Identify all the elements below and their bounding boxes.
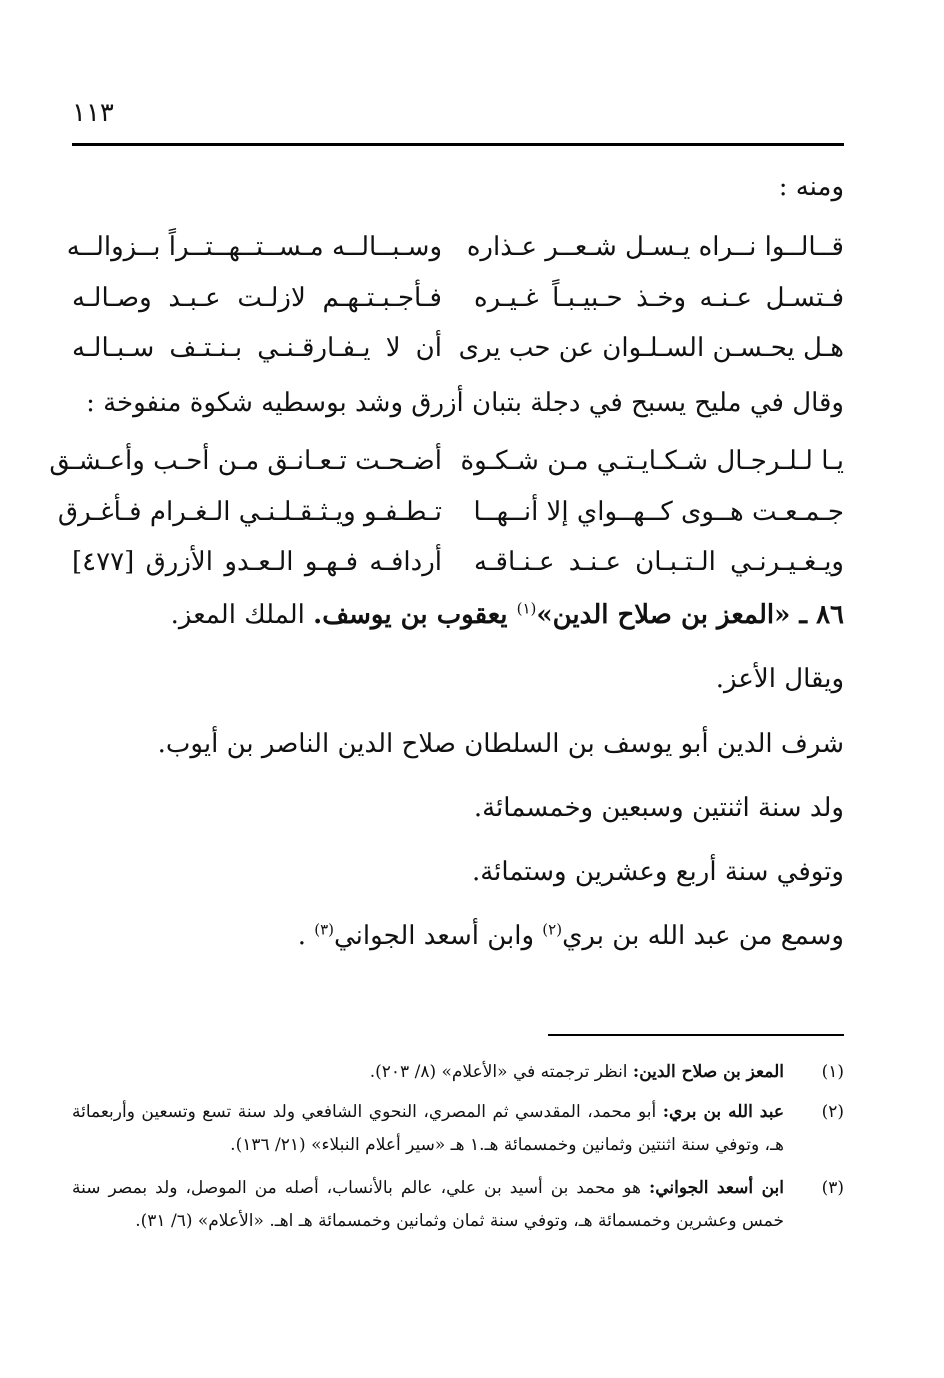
- footnote-ref: (٣): [314, 920, 334, 939]
- verse-line: [49, 446, 844, 476]
- footnote-ref: (٢): [542, 920, 563, 939]
- verse-second-hemistich: أن لا يـفـارقـنـي بـنـتـف سـبـالـه: [72, 333, 442, 363]
- verse-first-hemistich: فـتسـل عـنـه وخـذ حـبيـبـاً غـيـره: [474, 283, 844, 313]
- prose-line: ويقال الأعز.: [715, 664, 844, 694]
- verse-first-hemistich: جـمـعـت هــوى كــهــواي إلا أنــهــا: [473, 497, 844, 527]
- verse-first-hemistich: يـا لـلـرجـال شـكـايـتـي مـن شـكـوة: [460, 446, 844, 476]
- verse-second-hemistich: فـأجـبـتـهـم لازلـت عـبـد وصـالـه: [72, 283, 442, 313]
- footnote-text: أبو محمد، المقدسي ثم المصري، النحوي الشافعي ولد سنة تسع وتسعين وأربعمائة هـ، وتوفي سنة اثنتين وثمانين وخمسمائة هـ.١ هـ «سير أعلام النبلاء» (٢١/ ١٣٦).: [72, 1102, 784, 1155]
- text-fragment: وابن أسعد الجواني: [334, 921, 543, 951]
- verse-line: [57, 497, 844, 527]
- verse-first-hemistich: قــالــوا نــراه يـسـل شـعــر عـذاره: [466, 232, 844, 262]
- header-rule: [72, 143, 844, 146]
- text-fragment: وسمع من عبد الله بن بري: [562, 921, 844, 951]
- verse-first-hemistich: هـل يحـسـن السـلـوان عن حب يرى: [458, 333, 844, 363]
- footnote-number: (١): [821, 1062, 844, 1082]
- footnote: [72, 1172, 844, 1238]
- verse-line: [72, 547, 844, 577]
- prose-line: ولد سنة اثنتين وسبعين وخمسمائة.: [473, 793, 844, 823]
- footnote: [72, 1096, 844, 1162]
- footnote-name: المعز بن صلاح الدين:: [632, 1062, 784, 1082]
- footnote-name: عبد الله بن بري:: [662, 1102, 785, 1122]
- verse-line: [72, 333, 844, 363]
- footnote-name: ابن أسعد الجواني:: [648, 1178, 784, 1198]
- footnote-ref: (١): [516, 599, 537, 618]
- verse-second-hemistich: أردافـه فـهـو الـعـدو الأزرق [٤٧٧]: [72, 547, 442, 577]
- verse-second-hemistich: تـطـفـو ويـثـقـلـنـي الـغـرام فـأغـرق: [57, 497, 442, 527]
- entry-heading: [171, 600, 844, 630]
- entry-name: يعقوب بن يوسف.: [313, 600, 517, 630]
- intro-line: ومنه :: [778, 172, 844, 202]
- text-fragment: .: [297, 921, 315, 951]
- page-number: ١١٣: [72, 98, 114, 128]
- prose-line: وتوفي سنة أربع وعشرين وستمائة.: [471, 857, 844, 887]
- verse-line: [66, 232, 844, 262]
- footnote-text: هو محمد بن أسيد بن علي، عالم بالأنساب، أصله من الموصل، ولد بمصر سنة خمس وعشرين وخمسمائة هـ، وتوفي سنة ثمان وثمانين وخمسمائة هـ اهـ. «الأعلام» (٦/ ٣١).: [72, 1178, 784, 1231]
- footnote-text: انظر ترجمته في «الأعلام» (٨/ ٢٠٣).: [369, 1062, 633, 1082]
- prose-line: شرف الدين أبو يوسف بن السلطان صلاح الدين الناصر بن أيوب.: [157, 729, 844, 759]
- footnote-number: (٣): [821, 1178, 844, 1198]
- verse-second-hemistich: أضـحـت تـعـانـق مـن أحـب وأعـشـق: [49, 446, 442, 476]
- prose-line-with-refs: [298, 921, 844, 951]
- footnote-rule: [548, 1034, 844, 1036]
- verse-line: [72, 283, 844, 313]
- footnote: [72, 1056, 844, 1089]
- footnote-number: (٢): [821, 1102, 844, 1122]
- verse-first-hemistich: ويـغـيـرنـي الـتـبـان عـنـد عـنـاقـه: [474, 547, 844, 577]
- entry-title-tail: الملك المعز.: [170, 600, 314, 630]
- entry-title: ٨٦ ـ «المعز بن صلاح الدين»: [536, 600, 844, 630]
- verse-second-hemistich: وسـبــالــه مـســتــهــتــراً بــزوالــه: [66, 232, 442, 262]
- prose-line: وقال في مليح يسبح في دجلة بتبان أزرق وشد بوسطيه شكوة منفوخة :: [86, 388, 844, 418]
